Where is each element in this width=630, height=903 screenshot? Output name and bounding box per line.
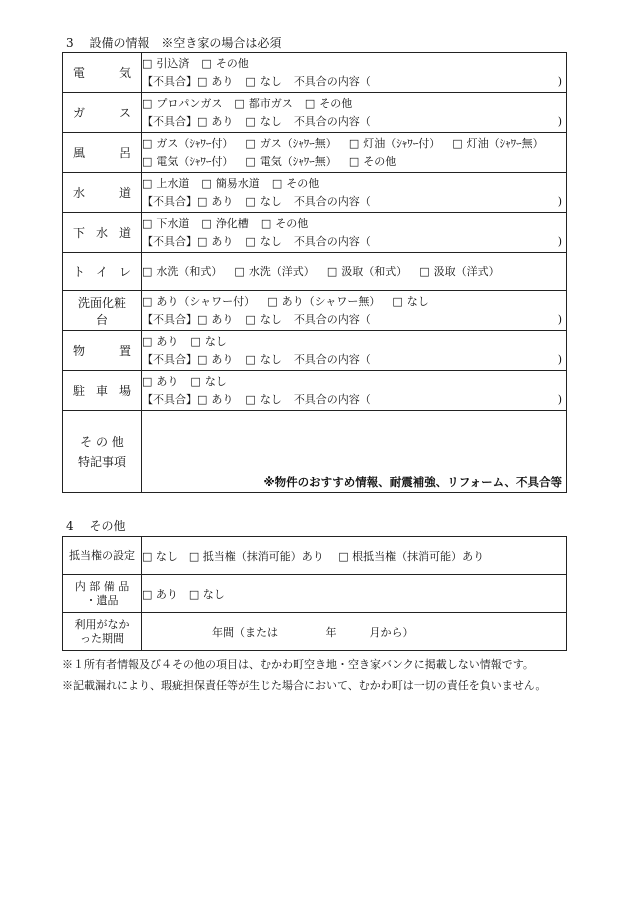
section3-number: 3 [66, 36, 74, 50]
option-label: ガス（ｼｬﾜｰ無） [259, 136, 337, 150]
option-label: あり [211, 74, 234, 88]
label-char: 場 [118, 384, 131, 398]
other-label: そ の 他 [80, 434, 124, 449]
section3-heading [66, 34, 281, 51]
facility-row-options [142, 53, 567, 93]
section3-note: ※空き家の場合は必須 [161, 36, 282, 50]
option-label: 下水道 [156, 216, 190, 230]
facility-row-options [142, 93, 567, 133]
section3-title: 設備の情報 [89, 36, 150, 50]
checkbox[interactable]: □ [142, 264, 153, 278]
other-remarks-label [63, 411, 142, 493]
section4-number: 4 [66, 519, 74, 533]
checkbox[interactable]: □ [142, 136, 153, 150]
checkbox[interactable]: □ [142, 334, 153, 348]
other-table [62, 536, 567, 651]
checkbox[interactable]: □ [201, 176, 212, 190]
label-char: 呂 [118, 146, 131, 160]
option-label: 不具合の内容（ [293, 234, 371, 248]
option-label: 不具合の内容（ [293, 194, 371, 208]
option-label: 電気（ｼｬﾜｰ無） [259, 154, 337, 168]
checkbox[interactable]: □ [234, 264, 245, 278]
checkbox[interactable]: □ [245, 136, 256, 150]
other-row-label [63, 575, 142, 613]
option-label: あり [211, 194, 234, 208]
checkbox[interactable]: □ [452, 136, 463, 150]
checkbox[interactable]: □ [142, 154, 153, 168]
facility-row [63, 253, 567, 291]
facility-row-options [142, 331, 567, 371]
option-label: その他 [286, 176, 320, 190]
option-label: 不具合の内容（ [293, 312, 371, 326]
checkbox[interactable]: □ [245, 352, 256, 366]
other-row-text: □ なし □ 抵当権（抹消可能）あり □ 根抵当権（抹消可能）あり [142, 549, 485, 563]
option-label: ガス（ｼｬﾜｰ付） [156, 136, 234, 150]
option-label: 汲取（洋式） [433, 264, 500, 278]
option-line [142, 153, 566, 171]
label-char: 電 [73, 66, 86, 80]
other-row-label [63, 613, 142, 651]
option-label: 汲取（和式） [341, 264, 408, 278]
option-label: プロパンガス [156, 96, 223, 110]
option-line [142, 135, 566, 153]
label-char: 水 [95, 226, 108, 240]
option-label: 不具合の内容（ [293, 392, 371, 406]
special-notes-label: 特記事項 [77, 454, 126, 469]
checkbox[interactable]: □ [245, 194, 256, 208]
checkbox[interactable]: □ [260, 216, 272, 230]
option-label: その他 [319, 96, 353, 110]
option-label: その他 [215, 56, 249, 70]
facility-row-label [63, 253, 142, 291]
facility-row [63, 291, 567, 331]
option-label: あり（シャワー無） [281, 294, 381, 308]
facility-row-label [63, 291, 142, 331]
option-label: なし [259, 114, 282, 128]
option-label: 簡易水道 [215, 176, 260, 190]
option-label: なし [259, 234, 282, 248]
close-paren: ) [557, 194, 562, 208]
option-label: あり（シャワー付） [156, 294, 256, 308]
option-line [142, 263, 566, 281]
facility-row-options [142, 133, 567, 173]
option-label: なし [204, 334, 227, 348]
option-label: あり [211, 114, 234, 128]
other-row-label-text: 内 部 備 品 ・遺品 [74, 579, 130, 607]
close-paren: ) [557, 74, 562, 88]
checkbox[interactable]: □ [348, 136, 360, 150]
checkbox[interactable]: □ [142, 56, 153, 70]
checkbox[interactable]: □ [245, 312, 256, 326]
facility-row [63, 133, 567, 173]
facility-row-options [142, 253, 567, 291]
other-row-label [63, 537, 142, 575]
label-char: 車 [95, 384, 108, 398]
option-label: あり [211, 392, 234, 406]
option-label: なし [204, 374, 227, 388]
facility-table [62, 52, 567, 493]
label-char: 駐 [73, 384, 86, 398]
option-line [142, 233, 566, 251]
checkbox[interactable]: □ [267, 294, 278, 308]
other-row-options[interactable] [142, 613, 567, 651]
checkbox[interactable]: □ [142, 374, 153, 388]
checkbox[interactable]: 【不具合】□ [142, 74, 208, 88]
section4-heading [66, 517, 125, 534]
label-char: 風 [73, 146, 86, 160]
option-label: なし [406, 294, 429, 308]
label-char: 道 [118, 186, 131, 200]
other-row-options[interactable] [142, 575, 567, 613]
label-char: 洗面化粧台 [77, 295, 126, 327]
option-label: あり [211, 312, 234, 326]
option-label: あり [211, 234, 234, 248]
label-char: イ [95, 265, 108, 279]
facility-row [63, 173, 567, 213]
checkbox[interactable]: □ [419, 264, 430, 278]
checkbox[interactable]: □ [142, 96, 153, 110]
checkbox[interactable]: 【不具合】□ [142, 392, 208, 406]
option-label: 水洗（和式） [156, 264, 223, 278]
option-label: 上水道 [156, 176, 190, 190]
checkbox[interactable]: □ [190, 374, 201, 388]
option-line [142, 391, 566, 409]
checkbox[interactable]: □ [271, 176, 283, 190]
label-char: 物 [73, 344, 86, 358]
remark-hint: ※物件のおすすめ情報、耐震補強、リフォーム、不具合等 [263, 475, 562, 489]
facility-row-options [142, 213, 567, 253]
option-label: 水洗（洋式） [248, 264, 315, 278]
facility-row [63, 331, 567, 371]
option-label: 不具合の内容（ [293, 352, 371, 366]
label-char: 気 [118, 66, 131, 80]
section4-title: その他 [89, 519, 126, 533]
other-row-options[interactable] [142, 537, 567, 575]
checkbox[interactable]: 【不具合】□ [142, 352, 208, 366]
option-label: あり [156, 334, 179, 348]
option-line [142, 351, 566, 369]
option-label: なし [259, 392, 282, 406]
option-line [142, 73, 566, 91]
label-char: 道 [118, 226, 131, 240]
checkbox[interactable]: □ [142, 294, 153, 308]
checkbox[interactable]: □ [142, 216, 153, 230]
checkbox[interactable]: □ [348, 154, 360, 168]
facility-row-label [63, 331, 142, 371]
option-line [142, 95, 566, 113]
checkbox[interactable]: □ [304, 96, 316, 110]
checkbox[interactable]: □ [234, 96, 245, 110]
facility-row-label [63, 213, 142, 253]
checkbox[interactable]: □ [245, 114, 256, 128]
other-row-label-text: 抵当権の設定 [69, 548, 135, 562]
option-label: あり [156, 374, 179, 388]
other-row-label-text: 利用がなか った期間 [74, 617, 130, 645]
facility-row-label [63, 53, 142, 93]
option-label: その他 [275, 216, 309, 230]
option-label: あり [211, 352, 234, 366]
checkbox[interactable]: 【不具合】□ [142, 312, 208, 326]
label-char: ト [73, 265, 86, 279]
checkbox[interactable]: □ [245, 234, 256, 248]
option-line [142, 333, 566, 351]
option-label: なし [259, 194, 282, 208]
facility-row [63, 53, 567, 93]
close-paren: ) [557, 392, 562, 406]
other-row-text: □ あり □ なし [142, 587, 225, 601]
label-char: 置 [118, 344, 131, 358]
option-line [142, 175, 566, 193]
option-line [142, 55, 566, 73]
facility-row [63, 93, 567, 133]
other-row [63, 537, 567, 575]
option-line [142, 311, 566, 329]
checkbox[interactable]: □ [201, 216, 212, 230]
label-char: 水 [73, 186, 86, 200]
option-label: なし [259, 352, 282, 366]
option-label: その他 [363, 154, 397, 168]
option-line [142, 193, 566, 211]
label-char: ガ [73, 106, 86, 120]
facility-row-options [142, 371, 567, 411]
option-line [142, 113, 566, 131]
option-label: 都市ガス [248, 96, 293, 110]
option-line [142, 293, 566, 311]
option-label: なし [259, 74, 282, 88]
note-1: ※１所有者情報及び４その他の項目は、むかわ町空き地・空き家バンクに掲載しない情報です。 [62, 658, 534, 671]
checkbox[interactable]: 【不具合】□ [142, 114, 208, 128]
other-remarks-row [63, 411, 567, 493]
option-line [142, 373, 566, 391]
facility-row [63, 213, 567, 253]
other-remarks-field[interactable] [142, 411, 567, 493]
close-paren: ) [557, 234, 562, 248]
other-row [63, 575, 567, 613]
option-label: 引込済 [156, 56, 190, 70]
close-paren: ) [557, 352, 562, 366]
checkbox[interactable]: □ [245, 74, 256, 88]
option-line [142, 215, 566, 233]
option-label: 灯油（ｼｬﾜｰ付） [363, 136, 441, 150]
option-label: なし [259, 312, 282, 326]
other-row [63, 613, 567, 651]
checkbox[interactable]: □ [326, 264, 338, 278]
checkbox[interactable]: □ [190, 334, 201, 348]
checkbox[interactable]: □ [245, 392, 256, 406]
close-paren: ) [557, 312, 562, 326]
option-label: 不具合の内容（ [293, 114, 371, 128]
label-char: レ [118, 265, 131, 279]
checkbox[interactable]: □ [201, 56, 212, 70]
facility-row-label [63, 133, 142, 173]
checkbox[interactable]: 【不具合】□ [142, 234, 208, 248]
checkbox[interactable]: □ [392, 294, 403, 308]
option-label: 電気（ｼｬﾜｰ付） [156, 154, 234, 168]
option-label: 浄化槽 [215, 216, 249, 230]
label-char: ス [118, 106, 131, 120]
checkbox[interactable]: □ [245, 154, 256, 168]
facility-row-label [63, 93, 142, 133]
facility-row-options [142, 291, 567, 331]
checkbox[interactable]: 【不具合】□ [142, 194, 208, 208]
facility-row [63, 371, 567, 411]
facility-row-label [63, 371, 142, 411]
note-2: ※記載漏れにより、瑕疵担保責任等が生じた場合において、むかわ町は一切の責任を負いません。 [62, 679, 547, 692]
checkbox[interactable]: □ [142, 176, 153, 190]
close-paren: ) [557, 114, 562, 128]
option-label: 不具合の内容（ [293, 74, 371, 88]
option-label: 灯油（ｼｬﾜｰ無） [466, 136, 544, 150]
other-row-text: 年間（または 年 月から） [212, 625, 414, 639]
facility-row-options [142, 173, 567, 213]
facility-row-label [63, 173, 142, 213]
label-char: 下 [73, 226, 86, 240]
